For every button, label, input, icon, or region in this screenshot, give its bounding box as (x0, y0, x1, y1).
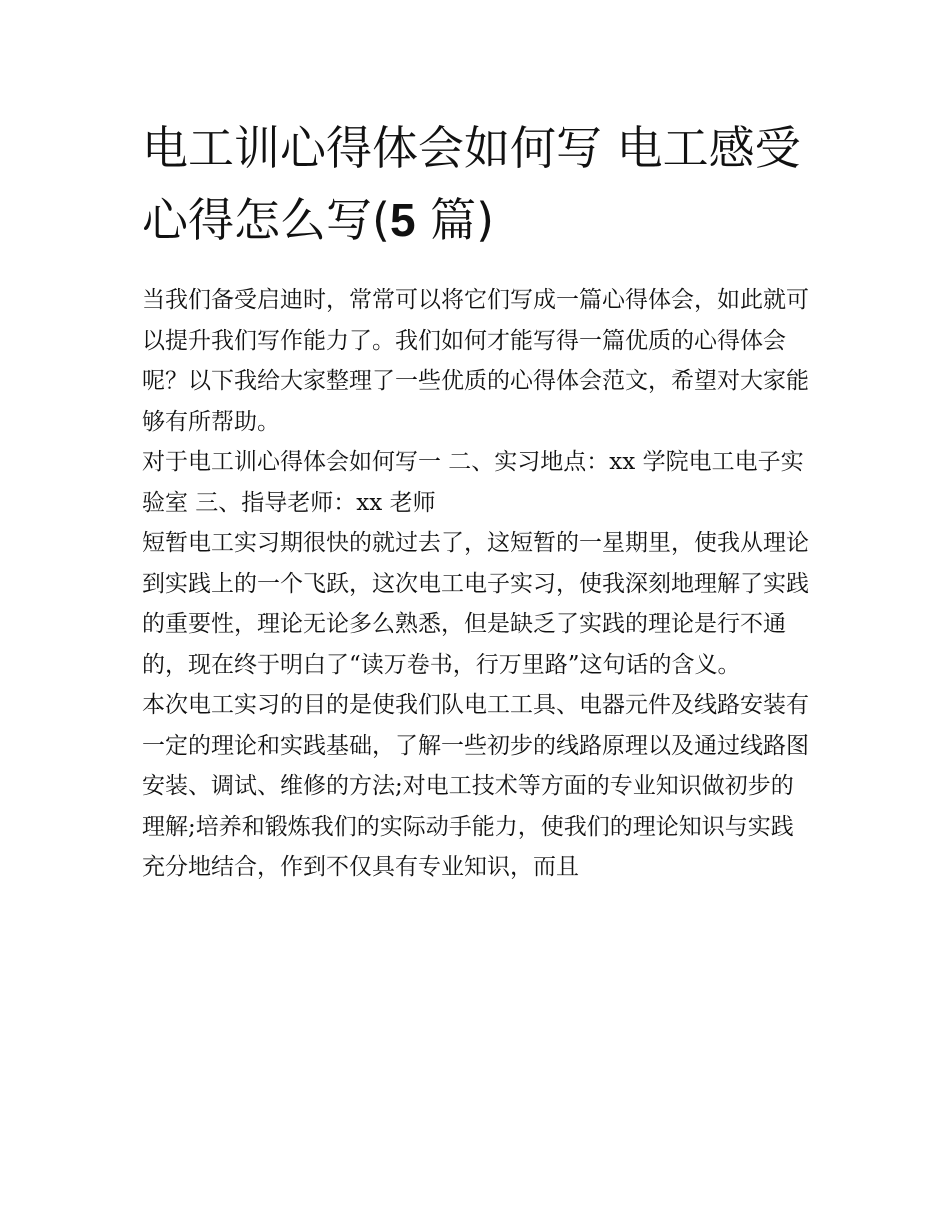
paragraph-location: 对于电工训心得体会如何写一 二、实习地点：xx 学院电工电子实验室 三、指导老师：xx 老师 (142, 449, 804, 516)
document-body (142, 280, 816, 888)
title-count: 5 (389, 194, 416, 246)
paragraph-purpose: 本次电工实习的目的是使我们队电工工具、电器元件及线路安装有一定的理论和实践基础，了解一些初步的线路原理以及通过线路图安装、调试、维修的方法;对电工技术等方面的专业知识做初步的理解;培养和锻炼我们的实际动手能力，使我们的理论知识与实践充分地结合，作到不仅具有专业知识，而且 (142, 692, 809, 880)
paragraph-intro: 当我们备受启迪时，常常可以将它们写成一篇心得体会，如此就可以提升我们写作能力了。我们如何才能写得一篇优质的心得体会呢？以下我给大家整理了一些优质的心得体会范文，希望对大家能够有所帮助。 (142, 287, 809, 435)
title-text-part2: 篇) (415, 193, 495, 247)
paragraph-reflection: 短暂电工实习期很快的就过去了，这短暂的一星期里，使我从理论到实践上的一个飞跃，这次电工电子实习，使我深刻地理解了实践的重要性，理论无论多么熟悉，但是缺乏了实践的理论是行不通的，现在终于明白了“读万卷书，行万里路”这句话的含义。 (142, 530, 809, 678)
title-text-part1: 电工训心得体会如何写 电工感受心得怎么写( (142, 121, 801, 247)
document-title (142, 112, 822, 256)
